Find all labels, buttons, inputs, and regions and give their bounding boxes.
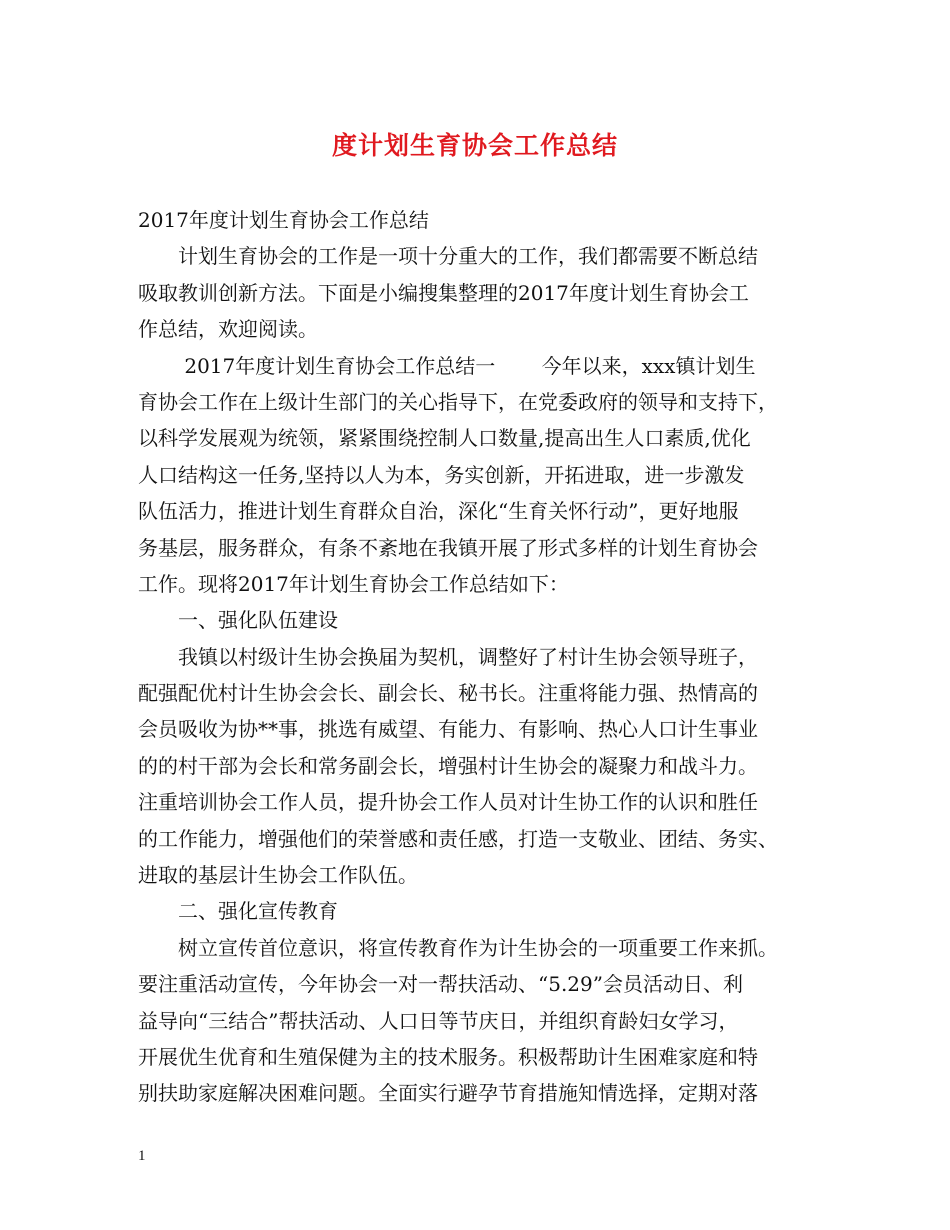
body-line: 工作。现将2017年计划生育协会工作总结如下： — [138, 571, 569, 596]
section-heading: 一、强化队伍建设 — [138, 608, 338, 633]
body-line: 别扶助家庭解决困难问题。全面实行避孕节育措施知情选择，定期对落 — [138, 1081, 758, 1106]
body-line: 育协会工作在上级计生部门的关心指导下，在党委政府的领导和支持下， — [138, 389, 778, 414]
body-line: 树立宣传首位意识，将宣传教育作为计生协会的一项重要工作来抓。 — [138, 935, 778, 960]
body-line: 以科学发展观为统领，紧紧围绕控制人口数量,提高出生人口素质,优化 — [138, 426, 751, 451]
body-line: 作总结，欢迎阅读。 — [138, 317, 318, 342]
page-number: 1 — [138, 1148, 146, 1164]
body-line: 的的村干部为会长和常务副会长，增强村计生协会的凝聚力和战斗力。 — [138, 753, 758, 778]
section-heading: 二、强化宣传教育 — [138, 899, 338, 924]
body-line: 务基层，服务群众，有条不紊地在我镇开展了形式多样的计划生育协会 — [138, 535, 758, 560]
body-line: 我镇以村级计生协会换届为契机，调整好了村计生协会领导班子， — [138, 644, 758, 669]
body-line: 吸取教训创新方法。下面是小编搜集整理的2017年度计划生育协会工 — [138, 280, 749, 305]
document-title: 度计划生育协会工作总结 — [331, 131, 618, 160]
body-line: 的工作能力，增强他们的荣誉感和责任感，打造一支敬业、团结、务实、 — [138, 826, 778, 851]
body-line: 人口结构这一任务,坚持以人为本，务实创新，开拓进取，进一步激发 — [138, 462, 745, 487]
body-line: 2017年度计划生育协会工作总结 — [138, 208, 429, 232]
body-line: 要注重活动宣传，今年协会一对一帮扶活动、“5.29”会员活动日、利 — [138, 972, 743, 997]
body-line: 会员吸收为协**事，挑选有威望、有能力、有影响、热心人口计生事业 — [138, 717, 758, 742]
body-line: 益导向“三结合”帮扶活动、人口日等节庆日，并组织育龄妇女学习， — [138, 1008, 739, 1033]
body-line: 配强配优村计生协会会长、副会长、秘书长。注重将能力强、热情高的 — [138, 681, 758, 706]
document-body — [138, 202, 838, 1112]
body-line: 进取的基层计生协会工作队伍。 — [138, 863, 418, 888]
body-line: 计划生育协会的工作是一项十分重大的工作，我们都需要不断总结 — [138, 244, 758, 269]
body-line: 注重培训协会工作人员，提升协会工作人员对计生协工作的认识和胜任 — [138, 790, 758, 815]
body-line: 队伍活力，推进计划生育群众自治，深化“生育关怀行动”，更好地服 — [138, 499, 739, 524]
body-line: 开展优生优育和生殖保健为主的技术服务。积极帮助计生困难家庭和特 — [138, 1044, 758, 1069]
body-line: 2017年度计划生育协会工作总结一 今年以来，xxx镇计划生 — [138, 353, 756, 378]
